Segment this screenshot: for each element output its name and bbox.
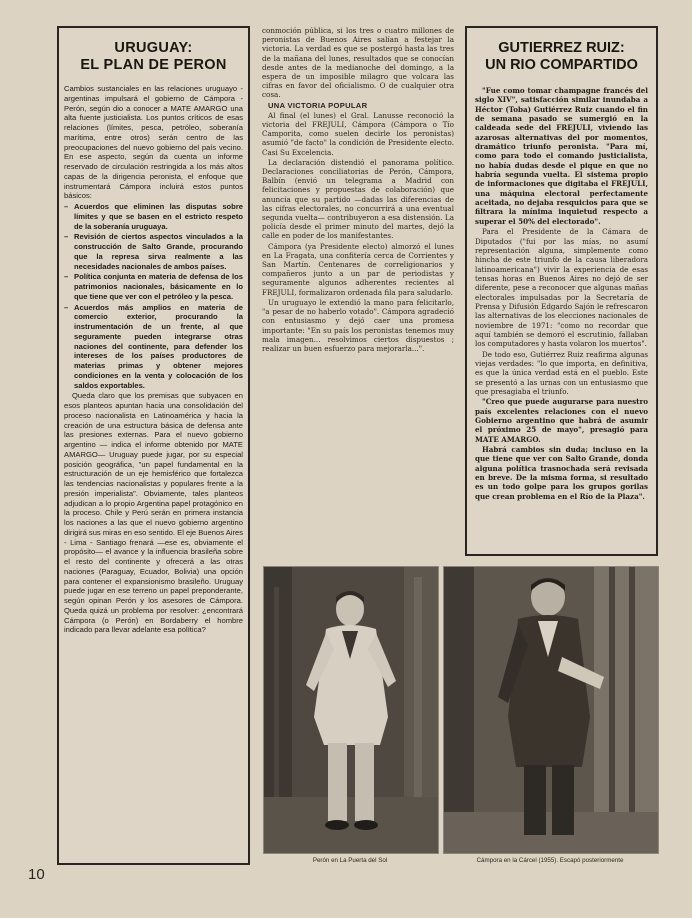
point-item: – Acuerdos más amplios en materia de comercio exterior, procurando la instrumentación de un frente, al que seguramente pueden integrarse otras naciones del continente, para defender los intereses de los países productores de materias primas y obtener mejores condiciones en la venta y colocación de los saldos exportables. — [64, 303, 243, 391]
page-number: 10 — [28, 866, 45, 883]
points-list — [64, 202, 243, 390]
gutierrez-article-box — [465, 26, 658, 556]
peron-photo — [263, 566, 439, 854]
paragraph: "Fue como tomar champagne francés del siglo XIV", satisfacción similar inundaba a Héctor (Toba) Gutiérrez Ruiz cuando el fin de semana pasado se sumergió en la caldeada sede del FREJULI, viviendo las azarosas alternativas del por momentos, dramático triunfo peronista. "Para mí, como para todo el comando justicialista, no había dudas desde el pique en que no habría segunda vuelta. El sistema propio de informaciones que digitaba el FREJULI, una máquina electoral perfectamente aceitada, no dejaba resquicios para que se filtrara la mínima inquietud respecto a superar el 50% del electorado". — [475, 86, 648, 226]
point-item: – Revisión de ciertos aspectos vinculados a la construcción de Salto Grande, procurando que la represa sirva realmente a las necesidades nacionales de ambos países. — [64, 232, 243, 271]
paragraph: Un uruguayo le extendió la mano para felicitarlo, "a pesar de no haberlo votado". Cámpora agradeció con entusiasmo y dejó caer una promesa importante: "En su país los peronistas tenemos muy mala imagen... resolvimos ciertos dispuestos ; realizar un buen esfuerzo para mejorarla...". — [262, 297, 454, 353]
uruguay-article-box — [57, 26, 250, 865]
paragraph: conmoción pública, si los tres o cuatro millones de peronistas de Buenos Aires salían a festejar la victoria. La verdad es que se postergó hasta las tres de la mañana del lunes, resultados que se conocían desde antes de la medianoche del domingo, a la espera de un imposible milagro que volcara las cifras en favor del oficialismo. O de cualquier otra cosa. — [262, 26, 454, 100]
point-item: – Acuerdos que eliminen las disputas sobre límites y que se basen en el estricto respeto de la soberanía uruguaya. — [64, 202, 243, 231]
title-line-2: EL PLAN DE PERON — [80, 57, 227, 73]
paragraph: La declaración distendió el panorama político. Declaraciones conciliatorias de Perón, Cámpora, Balbín (envió un telegrama a Madrid con felicitaciones y propuestas de colaboración) que anuncia que su partido —dadas las diferencias de las cifras electorales, no concurrirá a una eventual segunda vuelta— contribuyeron a esa distensión. La policía desde el primer minuto del martes, dejó la calle en poder de los manifestantes. — [262, 157, 454, 241]
campora-photo-image — [444, 567, 658, 853]
paragraph: Al final (el lunes) el Gral. Lanusse reconoció la victoria del FREJULI, Cámpora (Cámpora o Tío Camporita, como suelen decirle los peronistas) asumió "de facto" la condición de Presidente electo. Casi Su Excelencia. — [262, 110, 454, 157]
paragraph: Para el Presidente de la Cámara de Diputados ("fui por las mías, no asumí representación alguna, simplemente como hincha de este triunfo de la causa liberadora latinoamericana") vivir la experiencia de esas tensas horas en Buenos Aires no dejó de ser diferente, pese a reconocer que algunas mañas electorales impulsadas por la Secretaría de Prensa y Difusión Edgardo Sajón le refrescaron las alternativas de los elecciones nacionales de noviembre de 1971: "como no recordar que aquí también se demoró el escrutinio, fallaban los computadores y hasta volaron los muertos". — [475, 227, 648, 349]
campora-photo-caption: Cámpora en la Cárcel (1955). Escapó posteriormente — [476, 857, 624, 864]
uruguay-article-body — [64, 84, 243, 635]
paragraph: Habrá cambios sin duda; incluso en la que tiene que ver con Salto Grande, donda alguna política trasnochada será revisada en breve. De la misma forma, si resultado es un todo golpe para los grupos gorilas que crean problema en el Río de la Plaza". — [475, 445, 648, 501]
campora-photo — [443, 566, 659, 854]
peron-photo-image — [264, 567, 438, 853]
closing-paragraph: Queda claro que los premisas que subyacen en esos planteos apuntan hacia una consolidación del proceso nacionalista en Latinoamérica y hacia la creación de una estructura básica de defensa ante las presiones externas. Para el nuevo gobierno argentino — indica el informe obtenido por MATE AMARGO— Uruguay puede jugar, por su especial posición geográfica, "un papel fundamental en la estructuración de un eje hemisférico que fortalezca las tendencias nacionalistas y populares frente a la presión imperialista". Obviamente, tales planteos adjudican a lo propio Argentina papel protagónico en la proceso. Chile y Perú serán en primera instancia los naciones a las que el nuevo gobierno argentino dirigirá sus miras en eso sentido. El eje Buenos Aires - Lima - Santiago frenará —ese es, obviamente el propósito— el avance y la influencia brasileña sobre el resto del continente y ofrecerá a las otras naciones (Paraguay, Ecuador, Bolivia) una opción para contener el expansionismo brasileño. Uruguay puede jugar en ese terreno un papel preponderante, según opinan Perón y los asesores de Cámpora. Queda quizá un problema por resolver: ¿encontrará Cámpora (o Perón) en Bordaberry el hombre indicado para llevar adelante esa política? — [64, 391, 243, 635]
uruguay-article-title — [64, 40, 243, 74]
title-line-2: UN RIO COMPARTIDO — [485, 57, 638, 73]
paragraph: Cámpora (ya Presidente electo) almorzó el lunes en La Fragata, una confitería cerca de Corrientes y San Martín. Centenares de correligionarios y compañeros junto a un par de periodistas y seguramente algunos adherentes recientes al FREJULI, formalizaron ordenada fila para saludarlo. — [262, 241, 454, 297]
gutierrez-article-body — [475, 86, 648, 501]
section-heading: UNA VICTORIA POPULAR — [268, 100, 368, 110]
title-line-1: GUTIERREZ RUIZ: — [498, 40, 625, 56]
paragraph: De todo eso, Gutiérrez Ruiz reafirma algunas viejas verdades: "lo que importa, en definitiva, es que la única verdad está en el pueblo. Este se presentó a las urnas con un entusiasmo que que presagiaba el triunfo. — [475, 349, 648, 396]
peron-photo-caption: Perón en La Puerta del Sol — [312, 857, 388, 864]
gutierrez-article-title — [475, 40, 648, 74]
intro-paragraph: Cambios sustanciales en las relaciones uruguayo - argentinas impulsará el gobierno de Cámpora - Perón, según dio a conocer a MATE AMARGO una alta fuente justicialista. Los puntos críticos de esas relaciones (límites, pesca, petróleo, soberanía marítima, entre otros) serán centro de las preocupaciones del nuevo gobierno del país vecino. En ese aspecto, según da cuenta un informe reservado de circulación restringida a los más altos capas de la dirigencia peronista, el enfoque que instrumentará Cámpora incluirá estos puntos básicos: — [64, 84, 243, 201]
election-article-body — [262, 26, 454, 353]
point-item: – Política conjunta en materia de defensa de los patrimonios nacionales, básicamente en lo que tiene que ver con el petróleo y la pesca. — [64, 272, 243, 301]
paragraph: "Creo que puede augurarse para nuestro país excelentes relaciones con el nuevo Gobierno argentino que habrá de asumir el próximo 25 de mayo", presagió para MATE AMARGO. — [475, 397, 648, 444]
election-article-column — [262, 26, 454, 396]
title-line-1: URUGUAY: — [114, 40, 193, 56]
